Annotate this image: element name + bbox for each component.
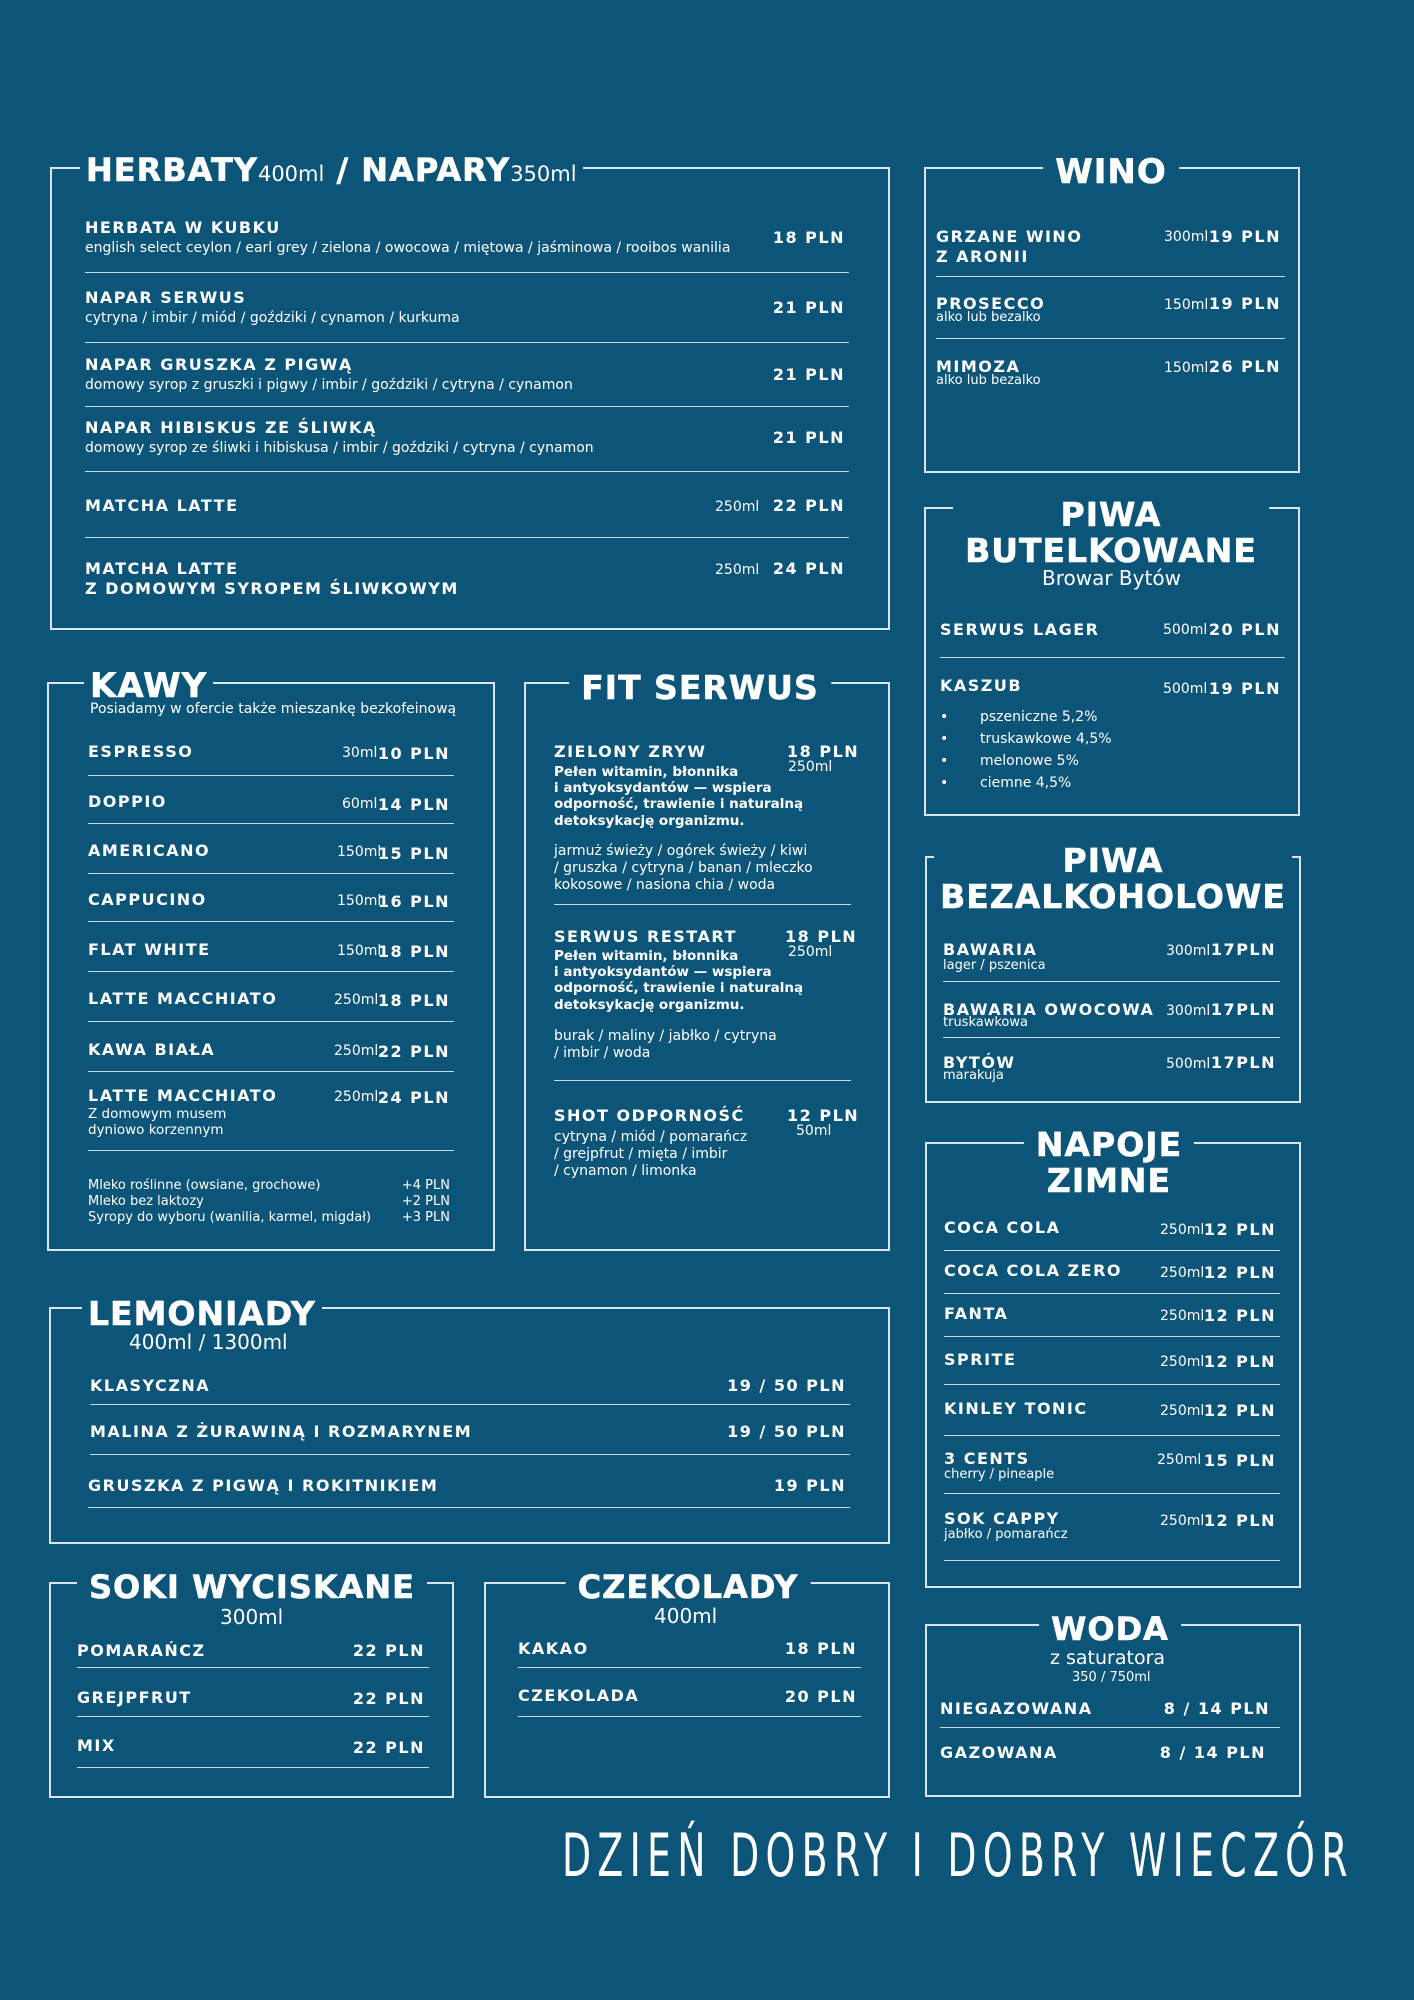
item-name: LATTE MACCHIATO: [88, 989, 278, 1008]
item-desc: marakuja: [943, 1068, 1004, 1083]
item-name: GRZANE WINO: [936, 227, 1083, 246]
menu-item: [936, 294, 1285, 339]
item-volume: 500ml: [1166, 1056, 1211, 1072]
menu-item: [943, 1053, 1280, 1089]
item-ingredients: jarmuż świeży / ogórek świeży / kiwi / gruszka / cytryna / banan / mleczko kokosowe / nasiona chia / woda: [554, 843, 813, 893]
item-price: 18 PLN: [377, 942, 450, 961]
item-price: 24 PLN: [377, 1088, 450, 1107]
menu-item: [88, 792, 454, 824]
item-price: 16 PLN: [377, 892, 450, 911]
item-price: 22 PLN: [377, 1042, 450, 1061]
item-name: KAWA BIAŁA: [88, 1040, 216, 1059]
title-line1: PIWA: [1062, 841, 1164, 880]
menu-item: [940, 1743, 1280, 1772]
menu-item: [943, 940, 1280, 982]
item-volume: 50ml: [796, 1123, 832, 1139]
item-name: GAZOWANA: [940, 1743, 1058, 1762]
item-name-line2: Z ARONII: [936, 247, 1029, 266]
herbaty-volume: 400ml: [257, 162, 325, 186]
menu-item: [944, 1449, 1280, 1494]
item-name: SERWUS LAGER: [940, 620, 1100, 639]
item-price: 17PLN: [1210, 1000, 1276, 1019]
menu-item: [88, 1086, 454, 1151]
menu-item: [85, 218, 849, 273]
woda-subtitle: z saturatora: [1050, 1647, 1166, 1669]
extra-label: Syropy do wyboru (wanilia, karmel, migdał): [88, 1210, 372, 1225]
menu-item: [77, 1641, 429, 1668]
item-price: 22 PLN: [772, 496, 845, 515]
item-price: 12 PLN: [787, 1106, 860, 1125]
item-name: MATCHA LATTE: [85, 559, 239, 578]
item-volume: 250ml: [334, 1043, 379, 1059]
item-price: 22 PLN: [352, 1641, 425, 1660]
divider: [554, 904, 851, 905]
item-volume: 250ml: [334, 1089, 379, 1105]
extra-price: +2 PLN: [401, 1194, 450, 1209]
item-volume: 250ml: [788, 944, 833, 960]
item-name: NAPAR GRUSZKA Z PIGWĄ: [85, 355, 353, 374]
item-price: 18 PLN: [785, 927, 858, 946]
extra-price: +3 PLN: [401, 1210, 450, 1225]
item-price: 10 PLN: [377, 744, 450, 763]
beer-variant: • ciemne 4,5%: [980, 775, 1071, 791]
item-name: GRUSZKA Z PIGWĄ I ROKITNIKIEM: [88, 1476, 439, 1495]
item-price: 17PLN: [1210, 1053, 1276, 1072]
extra-row: [88, 1194, 450, 1209]
item-desc: alko lub bezalko: [936, 310, 1041, 325]
napary-volume: 350ml: [510, 162, 577, 186]
item-desc: alko lub bezalko: [936, 373, 1041, 388]
czekolady-subtitle: 400ml: [654, 1604, 718, 1628]
extra-row: [88, 1178, 450, 1193]
item-price: 12 PLN: [1203, 1306, 1276, 1325]
herbaty-title: [80, 151, 583, 189]
item-price: 14 PLN: [377, 795, 450, 814]
item-price: 26 PLN: [1208, 357, 1281, 376]
item-name: BYTÓW: [943, 1053, 1016, 1072]
beer-variant: • melonowe 5%: [980, 753, 1079, 769]
item-price: 15 PLN: [377, 844, 450, 863]
item-price: 18 PLN: [787, 742, 860, 761]
item-volume: 300ml: [1164, 229, 1209, 245]
item-volume: 250ml: [715, 562, 760, 578]
item-name: ESPRESSO: [88, 742, 194, 761]
item-price: 22 PLN: [352, 1689, 425, 1708]
item-name: POMARAŃCZ: [77, 1641, 206, 1660]
item-volume: 250ml: [788, 759, 833, 775]
menu-item: [936, 357, 1285, 397]
title-line2: BUTELKOWANE: [965, 531, 1257, 571]
item-volume: 150ml: [1164, 360, 1209, 376]
menu-item: [88, 940, 454, 972]
item-name: BAWARIA OWOCOWA: [943, 1000, 1155, 1019]
menu-item: [944, 1304, 1280, 1337]
item-name: COCA COLA ZERO: [944, 1261, 1122, 1280]
menu-item: [88, 890, 454, 922]
item-volume: 30ml: [342, 745, 378, 761]
item-name: MIX: [77, 1736, 116, 1755]
item-desc: Pełen witamin, błonnika i antyoksydantów — wspiera odporność, trawienie i naturalną detoksykację organizmu.: [554, 764, 804, 829]
item-desc: Z domowym musem dyniowo korzennym: [88, 1106, 227, 1139]
item-price: 12 PLN: [1203, 1263, 1276, 1282]
item-desc: truskawkowa: [943, 1015, 1028, 1030]
item-price: 19 PLN: [1208, 294, 1281, 313]
item-name: CZEKOLADA: [518, 1686, 640, 1705]
menu-item: [77, 1688, 429, 1717]
menu-item: [88, 989, 454, 1022]
extras-list: [88, 1178, 454, 1228]
item-name: MALINA Z ŻURAWINĄ I ROZMARYNEM: [90, 1422, 473, 1441]
item-name: PROSECCO: [936, 294, 1046, 313]
item-name: KASZUB: [940, 676, 1023, 695]
title-line2: ZIMNE: [1046, 1161, 1172, 1201]
item-name: FLAT WHITE: [88, 940, 211, 959]
item-volume: 500ml: [1163, 622, 1208, 638]
item-price: 21 PLN: [772, 298, 845, 317]
item-price: 12 PLN: [1203, 1352, 1276, 1371]
item-ingredients: burak / maliny / jabłko / cytryna / imbir / woda: [554, 1028, 777, 1061]
menu-item: [944, 1509, 1280, 1561]
item-desc: Pełen witamin, błonnika i antyoksydantów — wspiera odporność, trawienie i naturalną detoksykację organizmu.: [554, 948, 804, 1013]
soki-title: SOKI WYCISKANE: [77, 1571, 427, 1603]
item-price: 19 PLN: [1208, 679, 1281, 698]
item-desc: english select ceylon / earl grey / zielona / owocowa / miętowa / jaśminowa / rooibos wanilia: [85, 240, 731, 256]
item-name: DOPPIO: [88, 792, 167, 811]
item-price: 21 PLN: [772, 365, 845, 384]
item-volume: 250ml: [1160, 1265, 1205, 1281]
menu-item: [518, 1639, 861, 1668]
menu-item: [88, 1476, 850, 1508]
extra-label: Mleko bez laktozy: [88, 1194, 204, 1209]
menu-item: [85, 559, 849, 603]
item-name: SERWUS RESTART: [554, 927, 737, 946]
item-volume: 60ml: [342, 796, 378, 812]
item-volume: 250ml: [1157, 1452, 1202, 1468]
title-line1: PIWA: [1060, 495, 1162, 534]
lemoniady-title: LEMONIADY: [82, 1297, 322, 1330]
piwa-butelkowane-subtitle: Browar Bytów: [1042, 566, 1181, 590]
woda-title: WODA: [1039, 1613, 1181, 1645]
item-price: 24 PLN: [772, 559, 845, 578]
item-name: AMERICANO: [88, 841, 211, 860]
item-volume: 250ml: [334, 992, 379, 1008]
item-name: SPRITE: [944, 1350, 1017, 1369]
item-price: 20 PLN: [784, 1687, 857, 1706]
footer-slogan: DZIEŃ DOBRY I DOBRY WIECZÓR: [562, 1821, 1354, 1891]
item-price: 8 / 14 PLN: [1163, 1699, 1270, 1718]
item-volume: 500ml: [1163, 681, 1208, 697]
item-price: 22 PLN: [352, 1738, 425, 1757]
menu-item: [936, 227, 1285, 277]
divider: [554, 1080, 851, 1081]
menu-item: [90, 1422, 850, 1455]
item-desc: domowy syrop ze śliwki i hibiskusa / imbir / goździki / cytryna / cynamon: [85, 440, 594, 456]
item-price: 18 PLN: [377, 991, 450, 1010]
menu-item: [943, 1000, 1280, 1038]
kawy-note: Posiadamy w ofercie także mieszankę bezkofeinową: [90, 701, 457, 717]
item-price: 17PLN: [1210, 940, 1276, 959]
soki-subtitle: 300ml: [220, 1605, 284, 1629]
item-price: 12 PLN: [1203, 1220, 1276, 1239]
item-price: 20 PLN: [1208, 620, 1281, 639]
item-desc: cherry / pineaple: [944, 1467, 1055, 1482]
item-price: 18 PLN: [772, 228, 845, 247]
item-volume: 150ml: [337, 844, 382, 860]
item-name: HERBATA W KUBKU: [85, 218, 281, 237]
item-price: 19 PLN: [773, 1476, 846, 1495]
lemoniady-subtitle: 400ml / 1300ml: [129, 1330, 288, 1354]
item-name: FANTA: [944, 1304, 1009, 1323]
item-price: 8 / 14 PLN: [1159, 1743, 1266, 1762]
item-name-line2: Z DOMOWYM SYROPEM ŚLIWKOWYM: [85, 579, 459, 598]
item-price: 12 PLN: [1203, 1401, 1276, 1420]
menu-item: [88, 841, 454, 874]
item-volume: 250ml: [1160, 1513, 1205, 1529]
menu-item: [944, 1399, 1280, 1436]
kawy-title: KAWY: [84, 669, 213, 703]
item-volume: 250ml: [1160, 1308, 1205, 1324]
item-name: KAKAO: [518, 1639, 589, 1658]
item-name: 3 CENTS: [944, 1449, 1030, 1468]
item-volume: 300ml: [1166, 943, 1211, 959]
item-name: NAPAR SERWUS: [85, 288, 247, 307]
item-volume: 250ml: [1160, 1222, 1205, 1238]
menu-item: [940, 1699, 1280, 1728]
item-volume: 250ml: [1160, 1403, 1205, 1419]
herbaty-title-main: HERBATY: [86, 151, 258, 189]
menu-item: [85, 418, 849, 472]
item-name: NAPAR HIBISKUS ZE ŚLIWKĄ: [85, 418, 377, 437]
extra-price: +4 PLN: [401, 1178, 450, 1193]
menu-item: [90, 1376, 850, 1405]
item-volume: 150ml: [1164, 297, 1209, 313]
title-line1: NAPOJE: [1035, 1125, 1183, 1164]
title-separator: /: [336, 151, 350, 189]
menu-item: [85, 355, 849, 407]
menu-item: [940, 676, 1285, 706]
item-name: KLASYCZNA: [90, 1376, 211, 1395]
menu-item: [940, 620, 1285, 658]
napoje-zimne-title: [1024, 1127, 1194, 1200]
menu-item: [944, 1350, 1280, 1385]
menu-item: [85, 288, 849, 343]
item-name: NIEGAZOWANA: [940, 1699, 1093, 1718]
item-name: SHOT ODPORNOŚĆ: [554, 1106, 745, 1125]
menu-item: [77, 1736, 429, 1768]
menu-item: [944, 1261, 1280, 1294]
wino-title: WINO: [1043, 155, 1179, 189]
menu-item: [518, 1686, 861, 1717]
menu-item: [944, 1218, 1280, 1251]
item-volume: 250ml: [715, 499, 760, 515]
piwa-bezalkoholowe-title: [934, 843, 1292, 916]
czekolady-title: CZEKOLADY: [566, 1571, 811, 1603]
item-price: 19 PLN: [1208, 227, 1281, 246]
item-volume: 300ml: [1166, 1003, 1211, 1019]
item-price: 12 PLN: [1203, 1511, 1276, 1530]
item-name: GREJPFRUT: [77, 1688, 192, 1707]
item-volume: 150ml: [337, 943, 382, 959]
title-line2: BEZALKOHOLOWE: [940, 877, 1286, 917]
item-name: SOK CAPPY: [944, 1509, 1060, 1528]
menu-item: [88, 1040, 454, 1072]
napary-title-main: NAPARY: [361, 151, 511, 189]
piwa-butelkowane-title: [953, 497, 1269, 570]
item-name: ZIELONY ZRYW: [554, 742, 707, 761]
item-name: LATTE MACCHIATO: [88, 1086, 278, 1105]
item-name: MATCHA LATTE: [85, 496, 239, 515]
item-desc: domowy syrop z gruszki i pigwy / imbir / goździki / cytryna / cynamon: [85, 377, 573, 393]
fit-serwus-title: FIT SERWUS: [569, 671, 831, 704]
item-ingredients: cytryna / miód / pomarańcz / grejpfrut / mięta / imbir / cynamon / limonka: [554, 1129, 748, 1179]
item-price: 21 PLN: [772, 428, 845, 447]
item-volume: 250ml: [1160, 1354, 1205, 1370]
woda-volume: 350 / 750ml: [1072, 1670, 1151, 1685]
extra-row: [88, 1210, 450, 1225]
item-name: BAWARIA: [943, 940, 1038, 959]
menu-item: [88, 742, 454, 776]
item-price: 18 PLN: [784, 1639, 857, 1658]
menu-item: [85, 496, 849, 538]
item-desc: jabłko / pomarańcz: [944, 1527, 1068, 1542]
item-price: 19 / 50 PLN: [727, 1422, 846, 1441]
beer-variant: • truskawkowe 4,5%: [980, 731, 1112, 747]
item-volume: 150ml: [337, 893, 382, 909]
extra-label: Mleko roślinne (owsiane, grochowe): [88, 1178, 321, 1193]
item-name: COCA COLA: [944, 1218, 1061, 1237]
beer-variant: • pszeniczne 5,2%: [980, 709, 1097, 725]
item-price: 15 PLN: [1203, 1451, 1276, 1470]
item-desc: cytryna / imbir / miód / goździki / cynamon / kurkuma: [85, 310, 460, 326]
item-desc: lager / pszenica: [943, 958, 1046, 973]
item-name: KINLEY TONIC: [944, 1399, 1088, 1418]
item-price: 19 / 50 PLN: [727, 1376, 846, 1395]
item-name: CAPPUCINO: [88, 890, 207, 909]
item-name: MIMOZA: [936, 357, 1021, 376]
